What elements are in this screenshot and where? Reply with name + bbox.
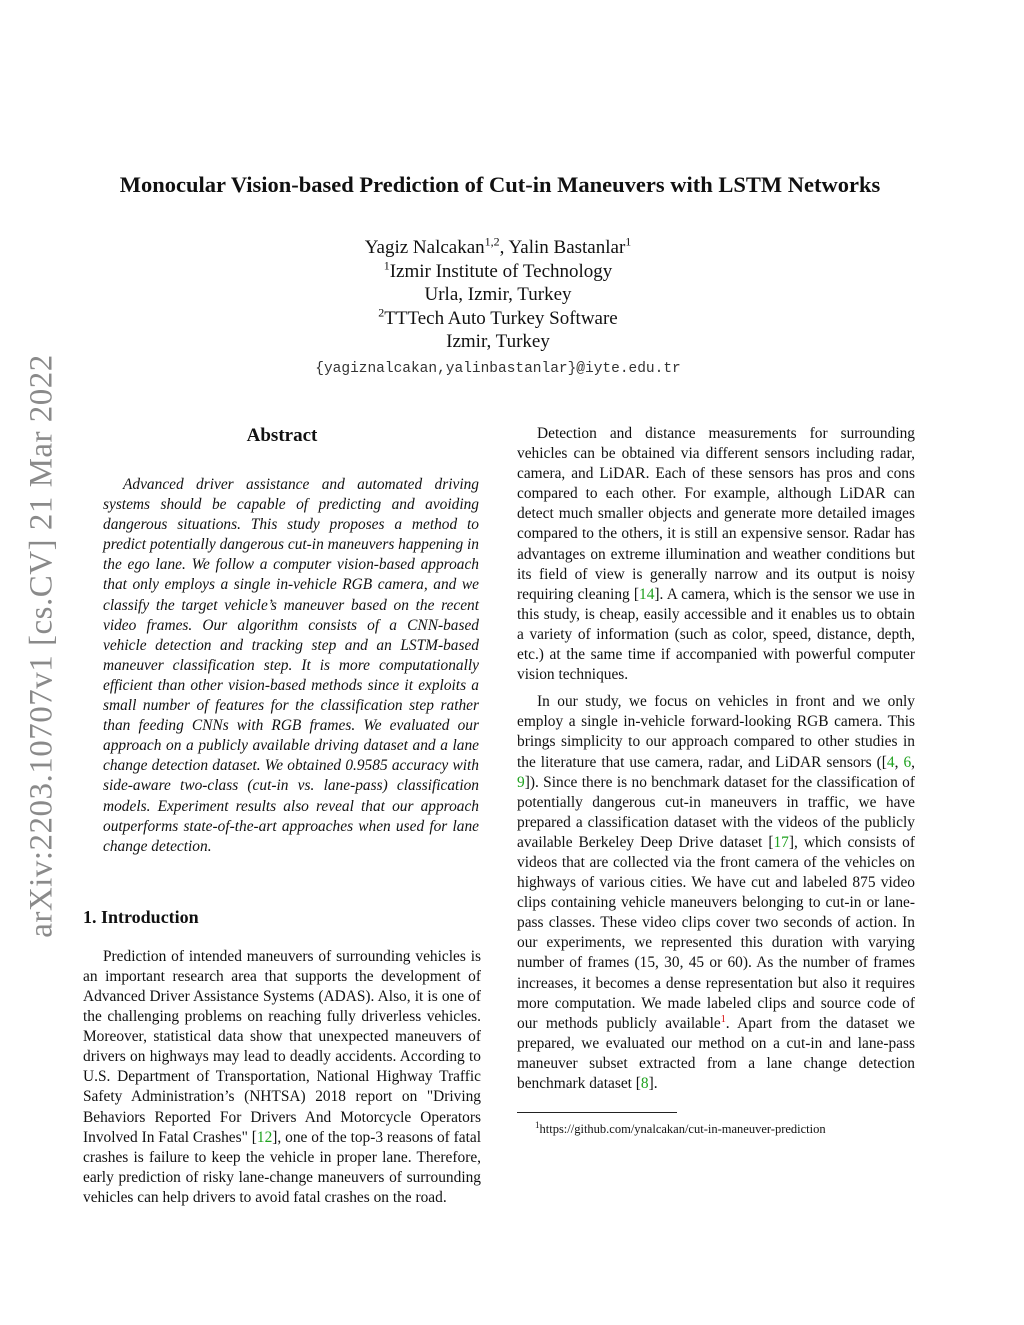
author-separator: , bbox=[499, 237, 509, 258]
affiliation-line bbox=[298, 260, 698, 284]
citation-link[interactable]: 6 bbox=[903, 753, 912, 771]
footnote-marker[interactable]: 1 bbox=[720, 1013, 726, 1025]
citation-link[interactable]: 8 bbox=[640, 1075, 649, 1092]
affiliation-sup: 1 bbox=[383, 258, 390, 273]
author-name: Yalin Bastanlar bbox=[508, 237, 626, 258]
citation-link[interactable]: 4 bbox=[886, 753, 895, 771]
citation-link[interactable]: 12 bbox=[256, 1128, 273, 1146]
affiliation-name: TTTech Auto Turkey Software bbox=[384, 307, 618, 329]
section-heading-introduction: 1. Introduction bbox=[83, 906, 199, 927]
affiliation-line bbox=[298, 307, 698, 331]
abstract-heading: Abstract bbox=[246, 425, 318, 446]
author-affil-sup: 1,2 bbox=[484, 234, 500, 249]
affiliation-location: Urla, Izmir, Turkey bbox=[424, 284, 572, 305]
author-email: {yagiznalcakan,yalinbastanlar}@iyte.edu.tr bbox=[315, 360, 681, 377]
affiliation-sup: 2 bbox=[378, 305, 385, 320]
author-block bbox=[298, 236, 698, 381]
footnote bbox=[517, 1117, 915, 1137]
arxiv-stamp bbox=[14, 348, 70, 944]
intro-paragraph-3: In our study, we focus on vehicles in front and we only employ a single in-vehicle forward-looking RGB camera. This brings simplicity to our approach compared to other studies in the literature that use camera, radar, and LiDAR sensors ([4, 6, 9]). Since there is no benchmark dataset for the classification of potentially dangerous cut-in maneuvers in traffic, we have prepared a classification dataset with the videos of the publicly available Berkeley Deep Drive dataset [17], which consists of videos that are collected via the front camera of the vehicles on highways of various cities. We have cut and labeled 875 video clips containing vehicle maneuvers belonging to cut-in or lane-pass classes. These video clips cover two seconds of action. In our experiments, we represented this duration with varying number of frames (15, 30, 45 or 60). As the number of frames increases, it becomes a dense representation but also it requires more computation. We made labeled clips and source code of our methods publicly available$^1$. Apart from the dataset we prepared, we evaluated our method on a cut-in and lane-pass maneuver subset extracted from a lane change detection benchmark dataset [8]. bbox=[517, 693, 916, 1092]
intro-paragraph-2: Detection and distance measurements for surrounding vehicles can be obtained via different sensors including radar, camera, and LiDAR. Each of these sensors has pros and cons compared to each other. For example, although LiDAR can detect much smaller objects and generate more detailed images compared to the others, it is still an expensive sensor. Radar has advantages on extreme illumination and weather conditions but its field of view is generally narrow and its output is noisy requiring cleaning [14]. A camera, which is the sensor we use in this study, is cheap, easily accessible and it enables us to obtain a variety of information (such as color, speed, distance, depth, etc.) at the same time if accompanied with powerful computer vision techniques. bbox=[517, 425, 915, 684]
footnote-number: 1 bbox=[535, 1120, 540, 1131]
abstract-text: Advanced driver assistance and automated driving systems should be capable of predicting and avoiding dangerous situations. This study proposes a method to predict potentially dangerous cut-in maneuvers happening in the ego lane. We follow a computer vision-based approach that only employs a single in-vehicle RGB camera, and we classify the target vehicle’s maneuver based on the recent video frames. Our algorithm consists of a CNN-based vehicle detection and tracking step and an LSTM-based maneuver classification step. It is more computationally efficient than other vision-based methods since it exploits a small number of features for the classification step rather than feeding CNNs with RGB frames. We evaluated our approach on a publicly available driving dataset and a lane change detection dataset. We obtained 0.9585 accuracy with side-aware two-class (cut-in vs. lane-pass) classification models. Experiment results also reveal that our approach outperforms state-of-the-art approaches when used for lane change detection. bbox=[103, 476, 479, 855]
arxiv-stamp-text: arXiv:2203.10707v1 [cs.CV] 21 Mar 2022 bbox=[23, 354, 60, 938]
affiliation-location: Izmir, Turkey bbox=[446, 331, 550, 352]
citation-link[interactable]: 9 bbox=[517, 773, 525, 791]
left-column bbox=[83, 424, 481, 1208]
author-line bbox=[298, 236, 698, 260]
affiliation-name: Izmir Institute of Technology bbox=[389, 260, 613, 282]
footnote-divider bbox=[517, 1112, 677, 1113]
author-affil-sup: 1 bbox=[625, 234, 632, 249]
footnote-url[interactable]: https://github.com/ynalcakan/cut-in-maneuver-prediction bbox=[539, 1122, 826, 1137]
intro-paragraph-1: Prediction of intended maneuvers of surrounding vehicles is an important research area that supports the development of Advanced Driver Assistance Systems (ADAS). Also, it is one of the challenging problems on reaching fully driverless vehicles. Moreover, statistical data show that unexpected maneuvers of drivers on highways may lead to deadly accidents. According to U.S. Department of Transportation, National Highway Traffic Safety Administration’s (NHTSA) 2018 report on "Driving Behaviors Reported For Drivers And Motorcycle Operators Involved In Fatal Crashes" [12], one of the top-3 reasons of fatal crashes is failure to keep the vehicle in proper lane. Therefore, early prediction of risky lane-change maneuvers of surrounding vehicles can help drivers to avoid fatal crashes on the road. bbox=[83, 947, 481, 1206]
citation-link[interactable]: 17 bbox=[773, 833, 789, 851]
right-column bbox=[517, 424, 915, 1137]
citation-link[interactable]: 14 bbox=[639, 585, 655, 603]
paper-title: Monocular Vision-based Prediction of Cut-in Maneuvers with LSTM Networks bbox=[119, 172, 881, 197]
author-name: Yagiz Nalcakan bbox=[364, 237, 485, 258]
